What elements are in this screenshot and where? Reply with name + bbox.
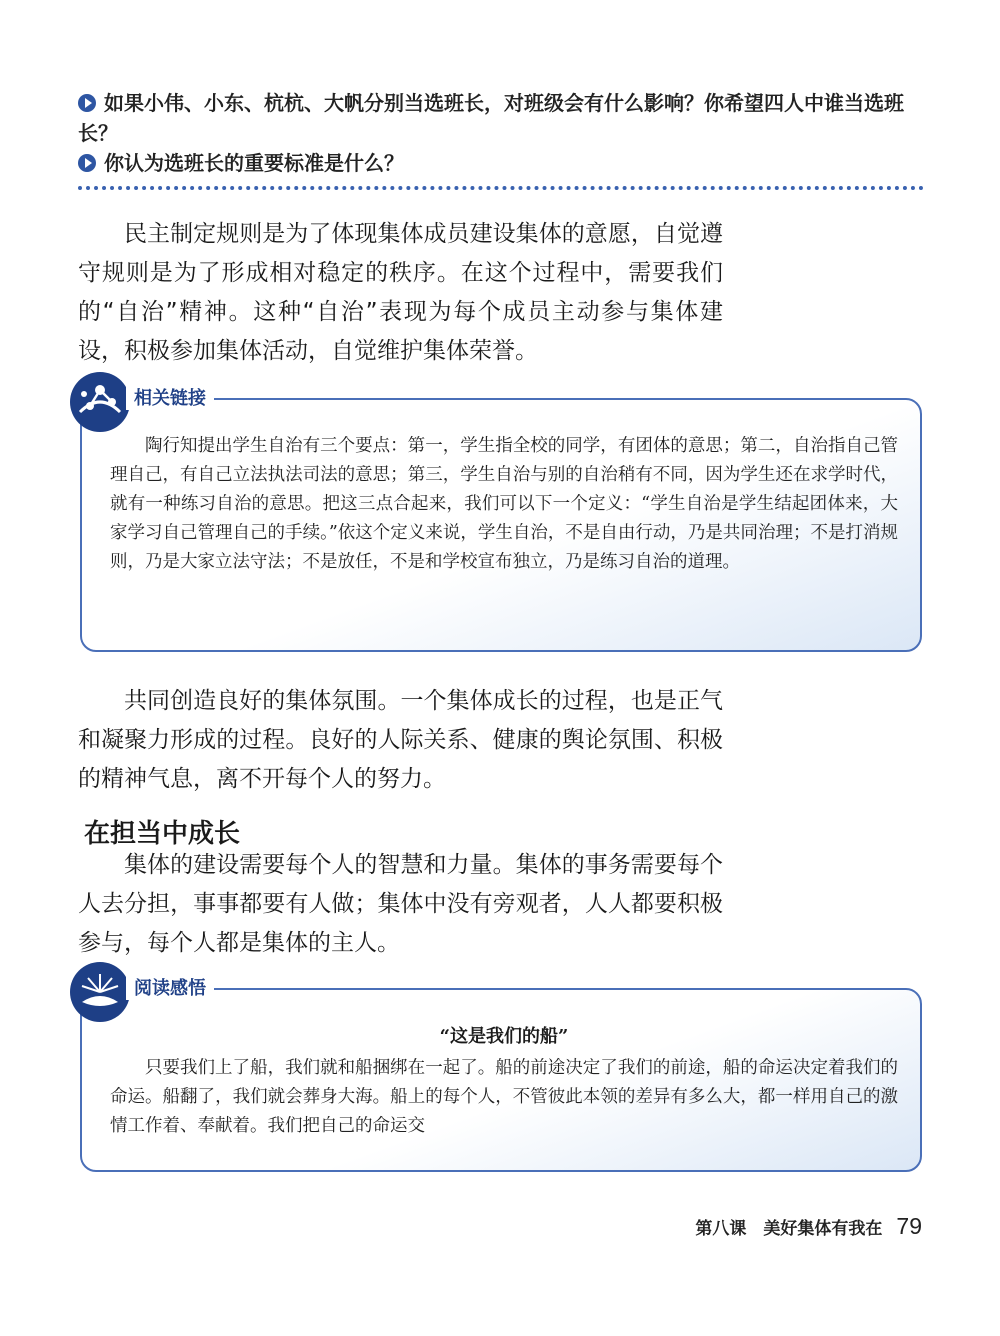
arrow-bullet-icon bbox=[78, 154, 96, 172]
body-paragraph-responsibility: 集体的建设需要每个人的智慧和力量。集体的事务需要每个人去分担，事事都要有人做；集体中没有旁观者，人人都要积极参与，每个人都是集体的主人。 bbox=[78, 852, 723, 956]
dotted-divider bbox=[78, 186, 924, 190]
page-number: 79 bbox=[896, 1213, 922, 1239]
reading-label: 阅读感悟 bbox=[126, 974, 214, 1000]
reading-title: “这是我们的船” bbox=[439, 1026, 569, 1047]
arrow-bullet-icon bbox=[78, 94, 96, 112]
reading-box bbox=[80, 988, 922, 1172]
related-link-box bbox=[80, 398, 922, 652]
discussion-question-2: 你认为选班长的重要标准是什么？ bbox=[78, 148, 908, 178]
related-link-icon bbox=[70, 372, 130, 432]
body-paragraph-atmosphere: 共同创造良好的集体氛围。一个集体成长的过程，也是正气和凝聚力形成的过程。良好的人际关系、健康的舆论氛围、积极的精神气息，离不开每个人的努力。 bbox=[78, 688, 723, 792]
related-link-text: 陶行知提出学生自治有三个要点：第一，学生指全校的同学，有团体的意思；第二，自治指自己管理自己，有自己立法执法司法的意思；第三，学生自治与别的自治稍有不同，因为学生还在求学时代，就有一种练习自治的意思。把这三点合起来，我们可以下一个定义：“学生自治是学生结起团体来，大家学习自己管理自己的手续。”依这个定义来说，学生自治，不是自由行动，乃是共同治理；不是打消规则，乃是大家立法守法；不是放任，不是和学校宣布独立，乃是练习自治的道理。 bbox=[110, 436, 898, 572]
related-link-label: 相关链接 bbox=[126, 384, 214, 410]
page-footer bbox=[695, 1213, 922, 1240]
reading-text: 只要我们上了船，我们就和船捆绑在一起了。船的前途决定了我们的前途，船的命运决定着我们的命运。船翻了，我们就会葬身大海。船上的每个人，不管彼此本领的差异有多么大，都一样用自己的激情工作着、奉献着。我们把自己的命运交 bbox=[110, 1058, 898, 1136]
reading-icon bbox=[70, 962, 130, 1022]
lesson-title: 第八课 美好集体有我在 bbox=[695, 1219, 883, 1239]
body-paragraph-autonomy: 民主制定规则是为了体现集体成员建设集体的意愿，自觉遵守规则是为了形成相对稳定的秩序。在这个过程中，需要我们的“自治”精神。这种“自治”表现为每个成员主动参与集体建设，积极参加集体活动，自觉维护集体荣誉。 bbox=[78, 221, 723, 364]
discussion-question-1: 如果小伟、小东、杭杭、大帆分别当选班长，对班级会有什么影响？你希望四人中谁当选班长？ bbox=[78, 91, 904, 145]
section-heading: 在担当中成长 bbox=[84, 819, 241, 849]
